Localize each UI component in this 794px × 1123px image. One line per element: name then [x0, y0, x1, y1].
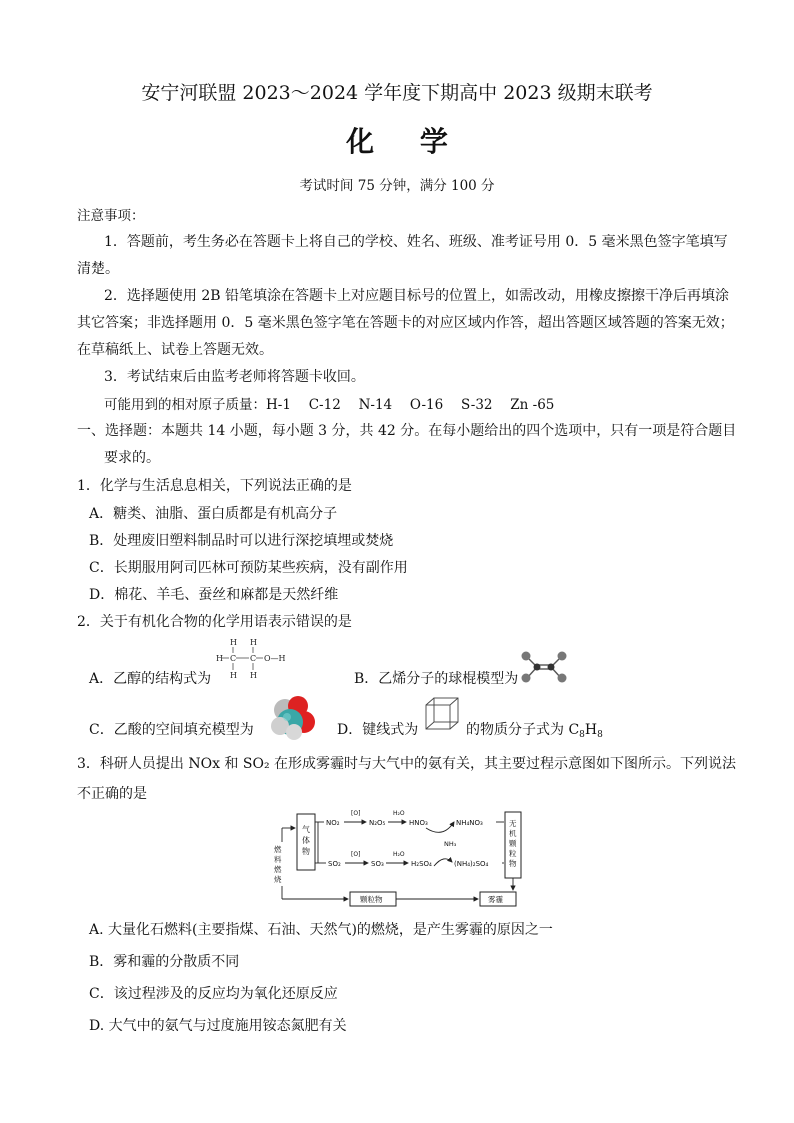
svg-text:物: 物 — [302, 847, 310, 856]
svg-text:H: H — [216, 654, 223, 663]
q3-option-d[interactable]: D. 大气中的氨气与过度施用铵态氮肥有关 — [89, 1018, 347, 1034]
q3-option-c[interactable]: C．该过程涉及的反应均为氧化还原反应 — [89, 986, 338, 1002]
q2-option-a[interactable]: A．乙醇的结构式为 — [89, 671, 212, 687]
gas-box-label-1: 气 — [302, 825, 310, 834]
svg-text:(NH₄)₂SO₄: (NH₄)₂SO₄ — [454, 860, 489, 868]
exam-title: 安宁河联盟 2023～2024 学年度下期高中 2023 级期末联考 — [141, 82, 653, 104]
svg-text:物: 物 — [509, 859, 517, 868]
svg-text:料: 料 — [274, 855, 282, 864]
q1-option-a[interactable]: A．糖类、油脂、蛋白质都是有机高分子 — [89, 506, 338, 522]
notes-heading: 注意事项： — [77, 208, 145, 224]
q2-stem: 2．关于有机化合物的化学用语表示错误的是 — [77, 614, 352, 630]
svg-text:H: H — [250, 638, 257, 647]
q3-option-b[interactable]: B．雾和霾的分散质不同 — [89, 954, 240, 970]
note-2-line-2: 其它答案；非选择题用 0．5 毫米黑色签字笔在答题卡的对应区域内作答，超出答题区域答题的答案无效； — [77, 315, 734, 331]
atomic-masses: 可能用到的相对原子质量：H-1 C-12 N-14 O-16 S-32 Zn -65 — [104, 397, 555, 413]
q2-option-d-prefix[interactable]: D．键线式为 — [337, 722, 419, 738]
subject-title: 化 学 — [346, 125, 466, 158]
ethylene-ball-stick-model — [518, 650, 570, 684]
svg-text:烧: 烧 — [274, 875, 282, 884]
svg-text:[O]: [O] — [351, 810, 361, 817]
svg-text:雾霾: 雾霾 — [488, 895, 503, 904]
note-2-line-1: 2．选择题使用 2B 铅笔填涂在答题卡上对应题目标号的位置上，如需改动，用橡皮擦擦干净后再填涂 — [104, 288, 730, 304]
svg-text:粒: 粒 — [509, 849, 517, 858]
acetic-acid-space-filling-model — [268, 694, 318, 742]
svg-text:HNO₃: HNO₃ — [409, 819, 428, 827]
section-1-line-1: 一、选择题：本题共 14 小题，每小题 3 分，共 42 分。在每小题给出的四个选项中，只有一项是符合题目 — [77, 423, 737, 439]
svg-text:NO₂: NO₂ — [326, 819, 340, 827]
svg-text:颗粒物: 颗粒物 — [360, 895, 383, 904]
q3-stem-line-2: 不正确的是 — [77, 786, 147, 802]
q1-stem: 1．化学与生活息息相关，下列说法正确的是 — [77, 478, 352, 494]
q3-stem-line-1: 3．科研人员提出 NOx 和 SO₂ 在形成雾霾时与大气中的氨有关，其主要过程示意图如下图所示。下列说法 — [77, 756, 737, 772]
svg-text:燃: 燃 — [274, 845, 282, 854]
svg-text:O—H: O—H — [264, 654, 286, 663]
q3-option-a[interactable]: A. 大量化石燃料(主要指煤、石油、天然气)的燃烧，是产生雾霾的原因之一 — [89, 922, 553, 938]
q1-option-b[interactable]: B．处理废旧塑料制品时可以进行深挖填埋或焚烧 — [89, 533, 394, 549]
svg-text:H₂O: H₂O — [393, 810, 405, 817]
exam-time-info: 考试时间 75 分钟，满分 100 分 — [299, 178, 495, 194]
section-1-line-2: 要求的。 — [104, 450, 160, 466]
svg-text:C: C — [250, 654, 257, 663]
cubane-skeletal-formula — [424, 695, 462, 733]
note-1-line-2: 清楚。 — [77, 261, 119, 277]
note-2-line-3: 在草稿纸上、试卷上答题无效。 — [77, 342, 273, 358]
svg-text:H₂SO₄: H₂SO₄ — [411, 860, 432, 868]
svg-text:SO₂: SO₂ — [328, 860, 341, 868]
q1-option-c[interactable]: C．长期服用阿司匹林可预防某些疾病，没有副作用 — [89, 560, 408, 576]
svg-text:NH₄NO₃: NH₄NO₃ — [456, 819, 483, 827]
svg-text:燃: 燃 — [274, 865, 282, 874]
svg-text:H: H — [230, 638, 237, 647]
svg-text:机: 机 — [509, 829, 517, 838]
note-1-line-1: 1．答题前，考生务必在答题卡上将自己的学校、姓名、班级、准考证号用 0．5 毫米黑色签字笔填写 — [104, 234, 728, 250]
svg-text:C: C — [230, 654, 237, 663]
svg-text:颗: 颗 — [509, 839, 517, 848]
q2-option-c[interactable]: C．乙酸的空间填充模型为 — [89, 722, 254, 738]
q1-option-d[interactable]: D．棉花、羊毛、蚕丝和麻都是天然纤维 — [89, 587, 339, 603]
svg-text:H₂O: H₂O — [393, 851, 405, 858]
ethanol-structural-formula — [214, 636, 294, 682]
svg-text:无: 无 — [509, 819, 517, 828]
note-3: 3．考试结束后由监考老师将答题卡收回。 — [104, 369, 365, 385]
svg-text:NH₃: NH₃ — [444, 840, 457, 848]
svg-text:体: 体 — [302, 836, 310, 845]
q2-option-b[interactable]: B．乙烯分子的球棍模型为 — [354, 671, 519, 687]
svg-text:N₂O₅: N₂O₅ — [369, 819, 386, 827]
svg-text:SO₃: SO₃ — [371, 860, 384, 868]
q2-option-d-suffix: 的物质分子式为 $C_8H_8$ — [466, 722, 603, 740]
svg-text:H: H — [250, 671, 257, 680]
smog-formation-diagram — [268, 806, 532, 910]
svg-text:H: H — [230, 671, 237, 680]
svg-text:[O]: [O] — [351, 851, 361, 858]
